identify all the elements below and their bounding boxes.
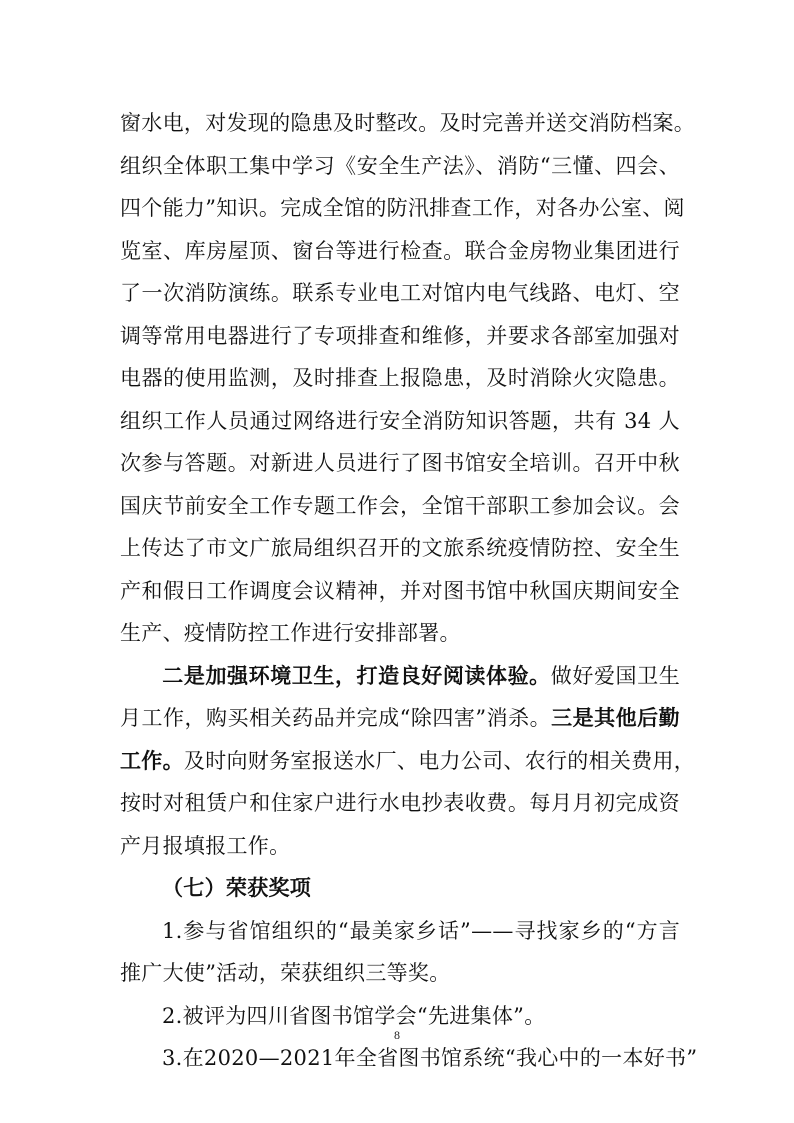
paragraph-line: 产月报填报工作。 (120, 833, 291, 858)
award-text: 1.参与省馆组织的“最美家乡话”——寻找家乡的“方言 (162, 918, 680, 943)
paragraph-line: 国庆节前安全工作专题工作会，全馆干部职工参加会议。会 (120, 493, 680, 518)
paragraph-line: 上传达了市文广旅局组织召开的文旅系统疫情防控、安全生 (120, 536, 680, 560)
award-item (120, 1037, 698, 1080)
line-text: 及时向财务室报送水厂、电力公司、农行的相关费用， (183, 748, 696, 773)
body-text (120, 102, 698, 1080)
paragraph-line: 生产、疫情防控工作进行安排部署。 (120, 621, 461, 645)
highlight-sentence: 三是其他后勤 (551, 705, 680, 730)
award-item-continued: 推广大使”活动，荣获组织三等奖。 (120, 961, 451, 985)
award-text: 3.在2020—2021年全省图书馆系统“我心中的一本好书” (162, 1046, 698, 1070)
award-text: 2.被评为四川省图书馆学会“先进集体”。 (162, 1003, 546, 1028)
paragraph-line: 窗水电，对发现的隐患及时整改。及时完善并送交消防档案。 (120, 111, 696, 135)
line-text: 月工作，购买相关药品并完成“除四害”消杀。 (120, 706, 552, 730)
paragraph-line: 组织工作人员通过网络进行安全消防知识答题，共有 34 人 (120, 408, 680, 433)
paragraph-line: 了一次消防演练。联系专业电工对馆内电气线路、电灯、空 (120, 281, 680, 305)
highlight-sentence: 二是加强环境卫生，打造良好阅读体验。 (162, 662, 551, 688)
award-item (120, 910, 680, 953)
page-number: 8 (394, 1028, 400, 1042)
section-title: （七）荣获奖项 (162, 875, 312, 900)
paragraph-line: 调等常用电器进行了专项排查和维修，并要求各部室加强对 (120, 323, 680, 348)
paragraph-line: 次参与答题。对新进人员进行了图书馆安全培训。召开中秋 (120, 451, 680, 475)
paragraph-line: 览室、库房屋顶、窗台等进行检查。联合金房物业集团进行 (120, 238, 680, 263)
paragraph-line: 组织全体职工集中学习《安全生产法》、消防“三懂、四会、 (120, 153, 680, 178)
paragraph-line: 产和假日工作调度会议精神，并对图书馆中秋国庆期间安全 (120, 578, 680, 603)
line-text: 做好爱国卫生 (550, 663, 680, 688)
paragraph-line: 按时对租赁户和住家户进行水电抄表收费。每月月初完成资 (120, 791, 680, 815)
paragraph-line: 四个能力”知识。完成全馆的防汛排查工作，对各办公室、阅 (120, 196, 685, 220)
section-heading (120, 867, 680, 910)
paragraph-line (120, 655, 680, 698)
paragraph-line (120, 740, 696, 783)
paragraph-line (120, 697, 680, 740)
highlight-sentence: 工作。 (120, 747, 184, 773)
paragraph-line: 电器的使用监测，及时排查上报隐患，及时消除火灾隐患。 (120, 366, 680, 390)
